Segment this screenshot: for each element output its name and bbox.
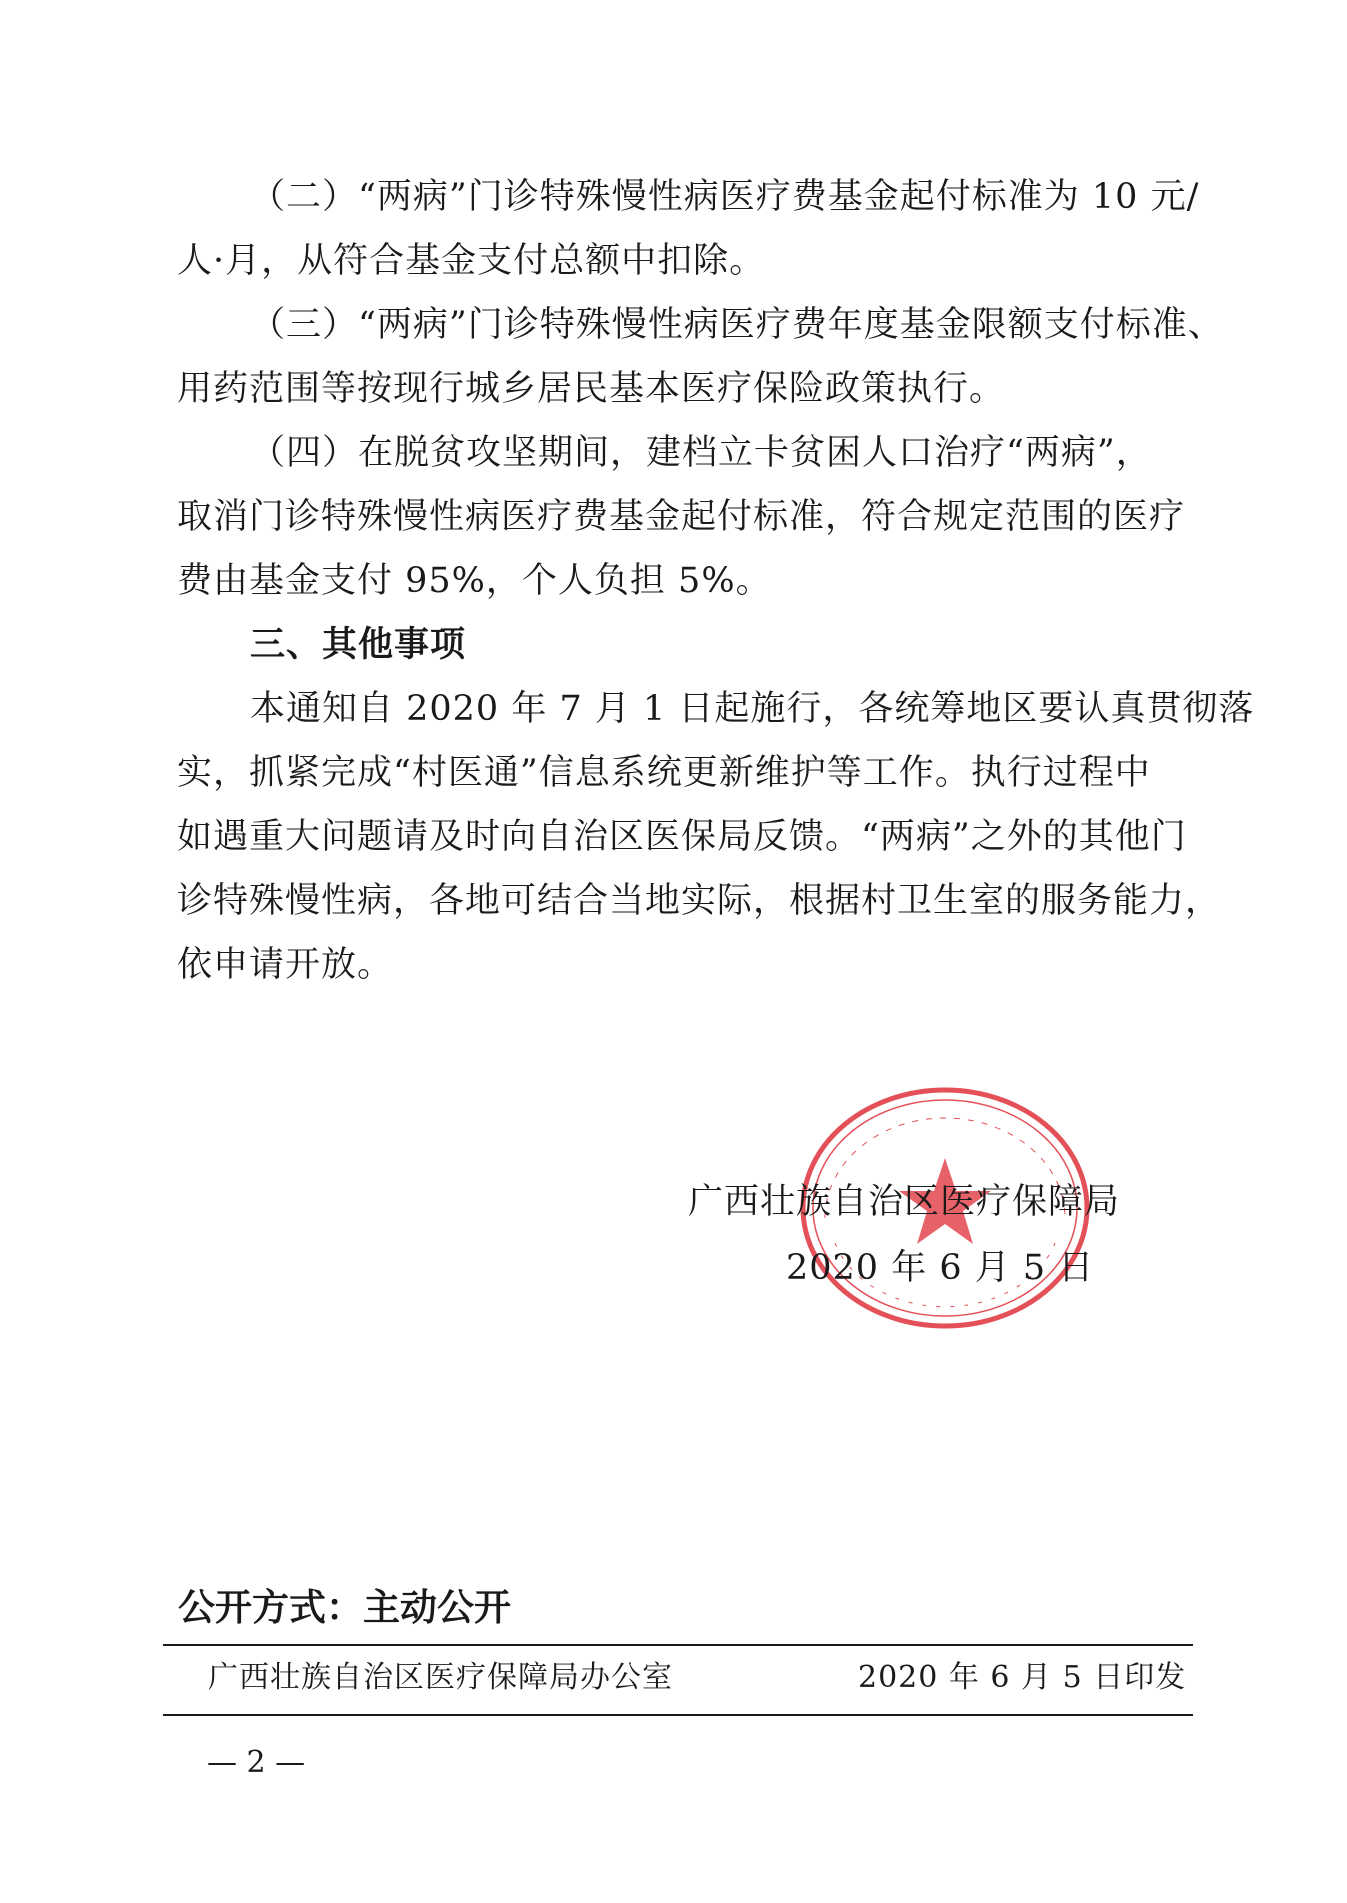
footer-print-date: 2020 年 6 月 5 日印发 xyxy=(858,1660,1187,1695)
issuer-name: 广西壮族自治区医疗保障局 xyxy=(688,1182,1121,1222)
body-line: 实，抓紧完成“村医通”信息系统更新维护等工作。执行过程中 xyxy=(177,753,1151,793)
issue-date: 2020 年 6 月 5 日 xyxy=(786,1248,1095,1288)
body-line: 诊特殊慢性病，各地可结合当地实际，根据村卫生室的服务能力， xyxy=(177,881,1222,921)
disclosure-method: 公开方式：主动公开 xyxy=(178,1586,511,1629)
body-line: 人·月，从符合基金支付总额中扣除。 xyxy=(177,241,766,281)
page-number: — 2 — xyxy=(207,1745,306,1780)
body-line: 取消门诊特殊慢性病医疗费基金起付标准，符合规定范围的医疗 xyxy=(177,497,1186,537)
body-line: （三）“两病”门诊特殊慢性病医疗费年度基金限额支付标准、 xyxy=(250,305,1224,345)
divider-bottom xyxy=(163,1714,1193,1716)
section-heading: 三、其他事项 xyxy=(250,625,467,665)
body-line: 如遇重大问题请及时向自治区医保局反馈。“两病”之外的其他门 xyxy=(177,817,1187,857)
divider-top xyxy=(163,1644,1193,1646)
body-line: 依申请开放。 xyxy=(177,945,394,985)
body-line: （二）“两病”门诊特殊慢性病医疗费基金起付标准为 10 元/ xyxy=(250,177,1200,217)
footer-office: 广西壮族自治区医疗保障局办公室 xyxy=(208,1660,673,1695)
body-line: （四）在脱贫攻坚期间，建档立卡贫困人口治疗“两病”， xyxy=(250,433,1152,473)
body-line: 本通知自 2020 年 7 月 1 日起施行，各统筹地区要认真贯彻落 xyxy=(250,689,1255,729)
body-line: 费由基金支付 95%，个人负担 5%。 xyxy=(177,561,772,601)
body-line: 用药范围等按现行城乡居民基本医疗保险政策执行。 xyxy=(177,369,1006,409)
